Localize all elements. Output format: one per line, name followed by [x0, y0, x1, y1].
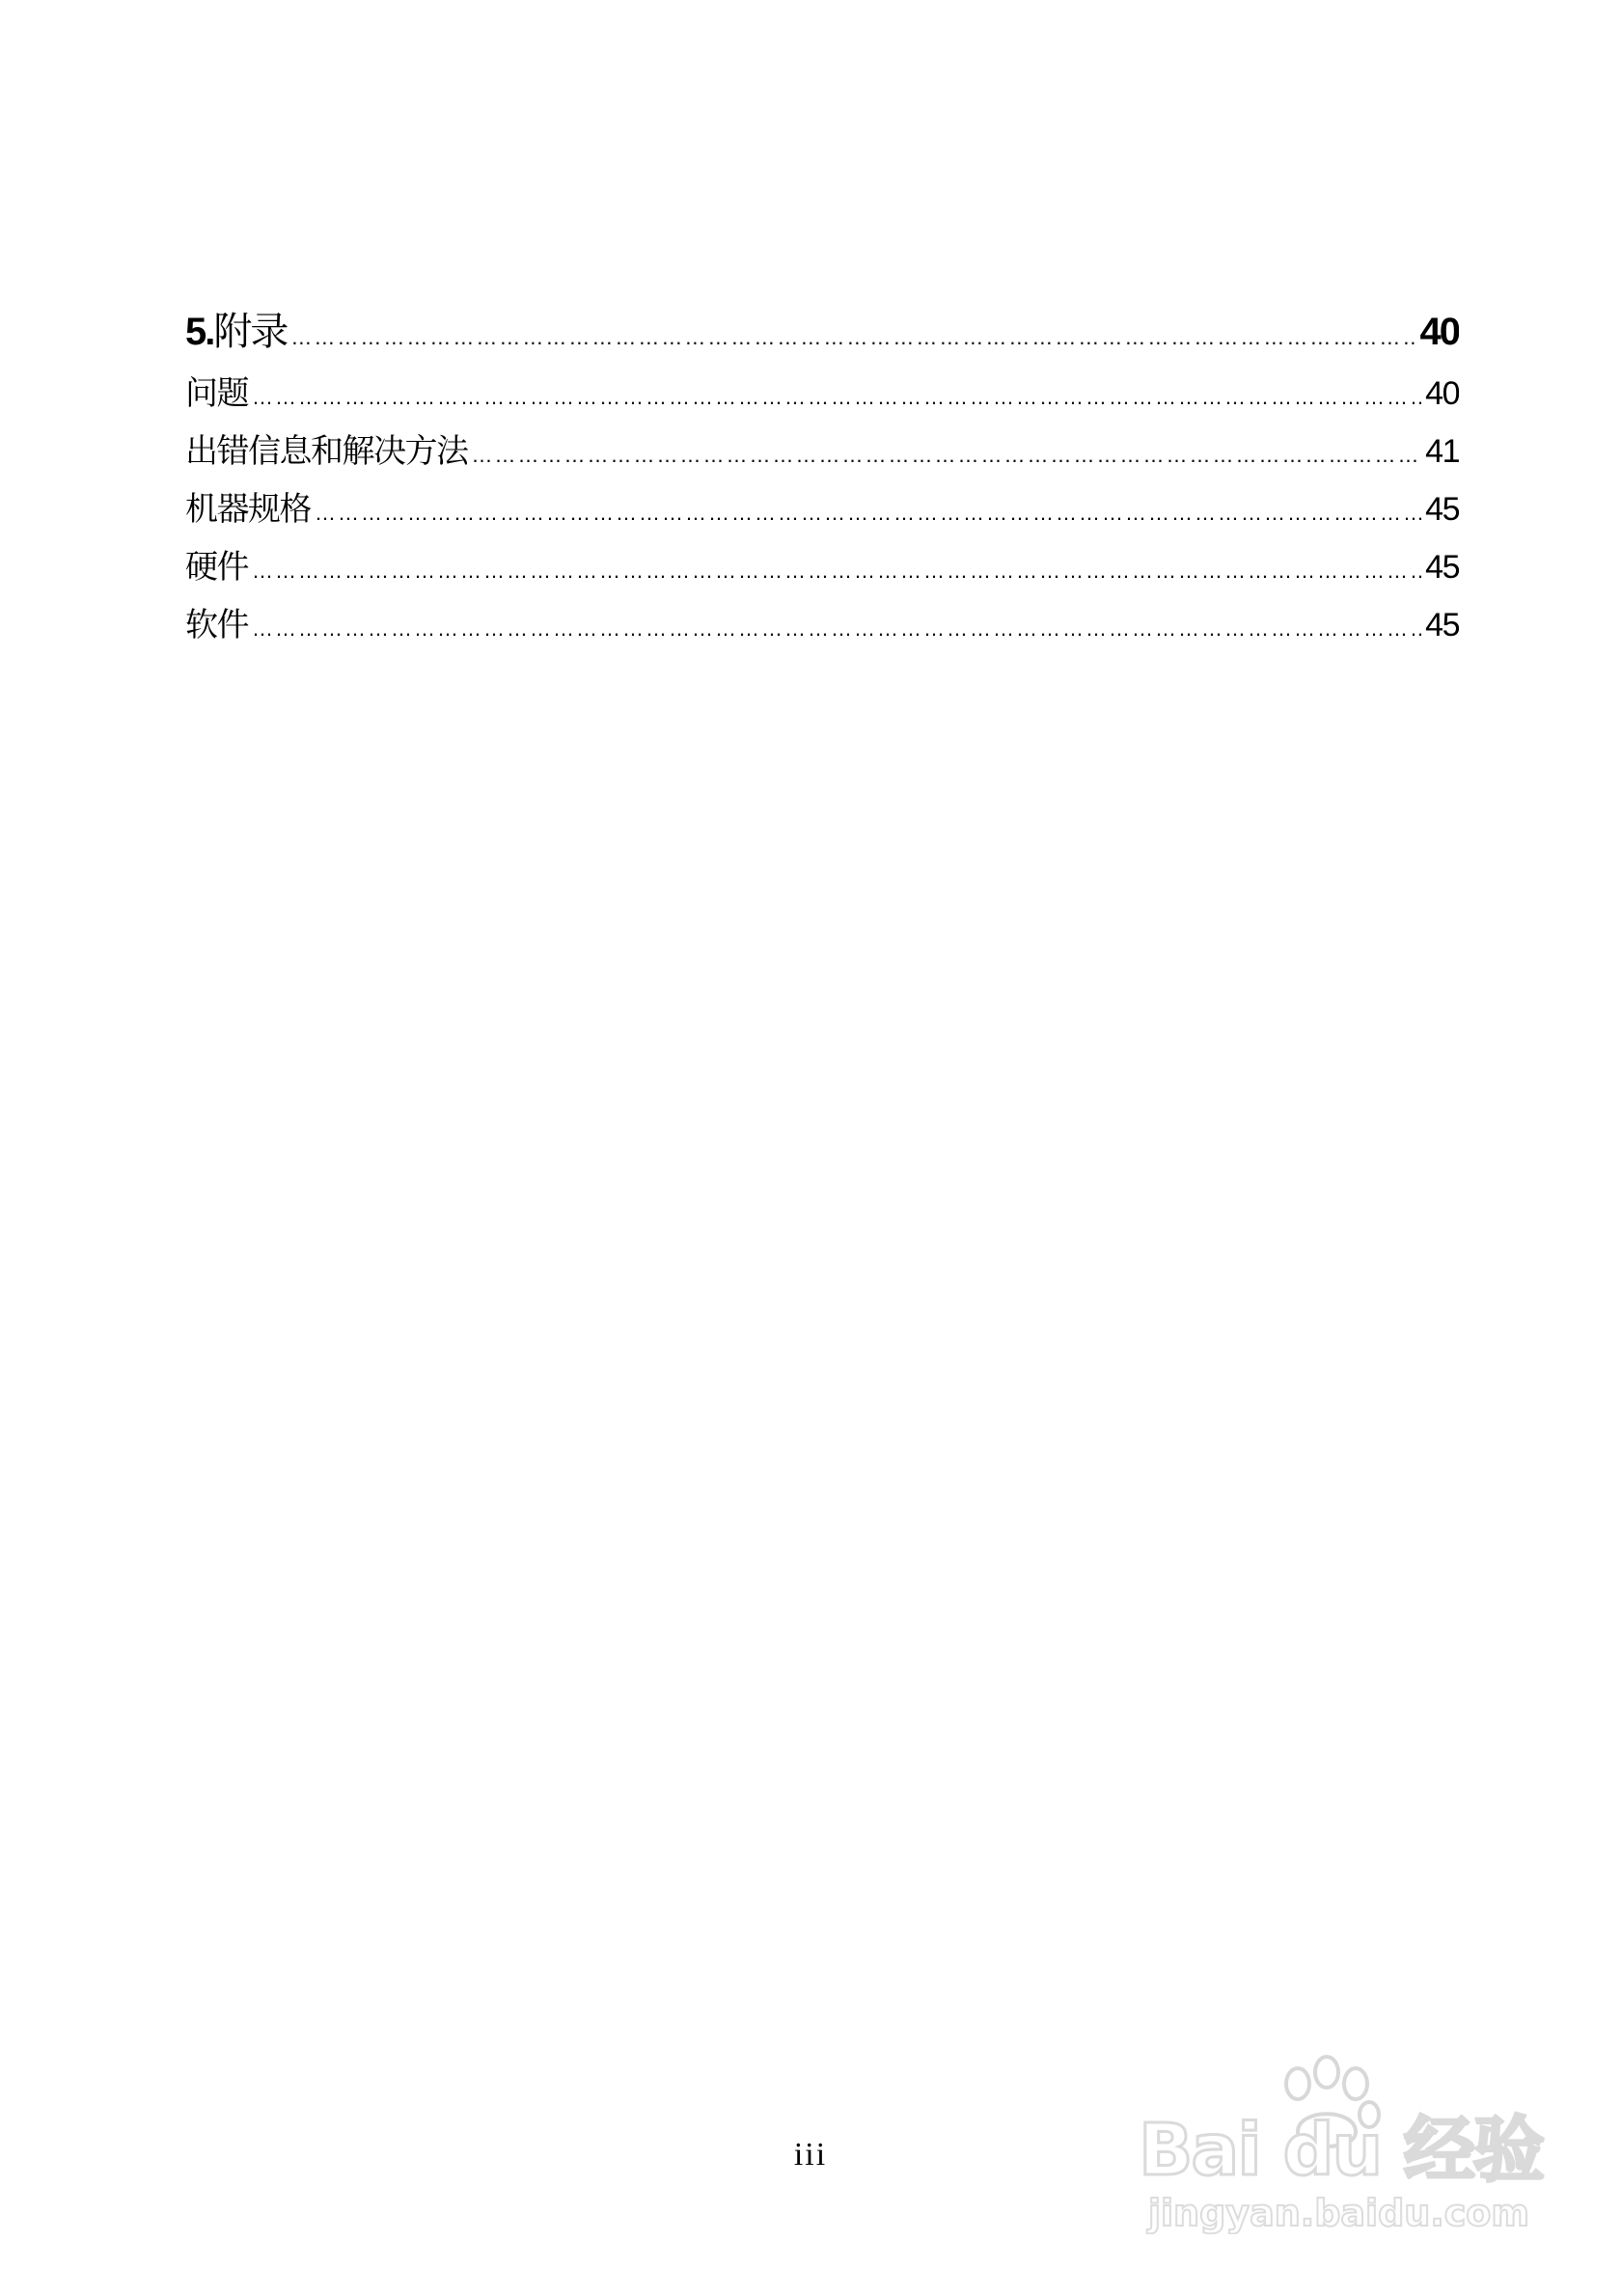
toc-dot-leader [252, 385, 1421, 410]
toc-entry-title: 硬件 [185, 549, 248, 586]
toc-dot-leader [252, 616, 1421, 642]
toc-page-number: 45 [1425, 549, 1459, 586]
toc-page-number: 41 [1425, 433, 1459, 470]
toc-entry-problems[interactable] [185, 367, 1459, 424]
toc-page-number: 40 [1419, 311, 1459, 353]
toc-dot-leader [252, 559, 1421, 584]
footer-page-number: iii [793, 2137, 828, 2173]
toc-chapter-title [185, 301, 287, 356]
toc-entry-title: 软件 [185, 607, 248, 643]
baidu-jingyan-watermark [1139, 2055, 1544, 2248]
toc-chapter-number: 5. [185, 311, 214, 353]
toc-dot-leader [315, 501, 1421, 526]
watermark-brand: Bai du 经验 [1139, 2109, 1543, 2192]
toc-chapter-label: 附录 [213, 311, 288, 353]
toc-entry-specifications[interactable] [185, 482, 1459, 540]
watermark-url: jingyan.baidu.com [1148, 2192, 1529, 2234]
toc-dot-leader [290, 325, 1415, 350]
toc-page-number: 40 [1425, 375, 1459, 412]
toc-entry-title: 机器规格 [185, 491, 311, 528]
table-of-contents [185, 301, 1459, 656]
toc-entry-title: 问题 [185, 375, 248, 412]
toc-dot-leader [472, 443, 1422, 468]
toc-page-number: 45 [1425, 491, 1459, 528]
toc-chapter-appendix[interactable] [185, 301, 1459, 367]
toc-entry-software[interactable] [185, 598, 1459, 656]
toc-page-number: 45 [1425, 607, 1459, 643]
toc-entry-hardware[interactable] [185, 540, 1459, 598]
toc-entry-title: 出错信息和解决方法 [185, 433, 468, 470]
toc-entry-error-messages[interactable] [185, 424, 1459, 482]
